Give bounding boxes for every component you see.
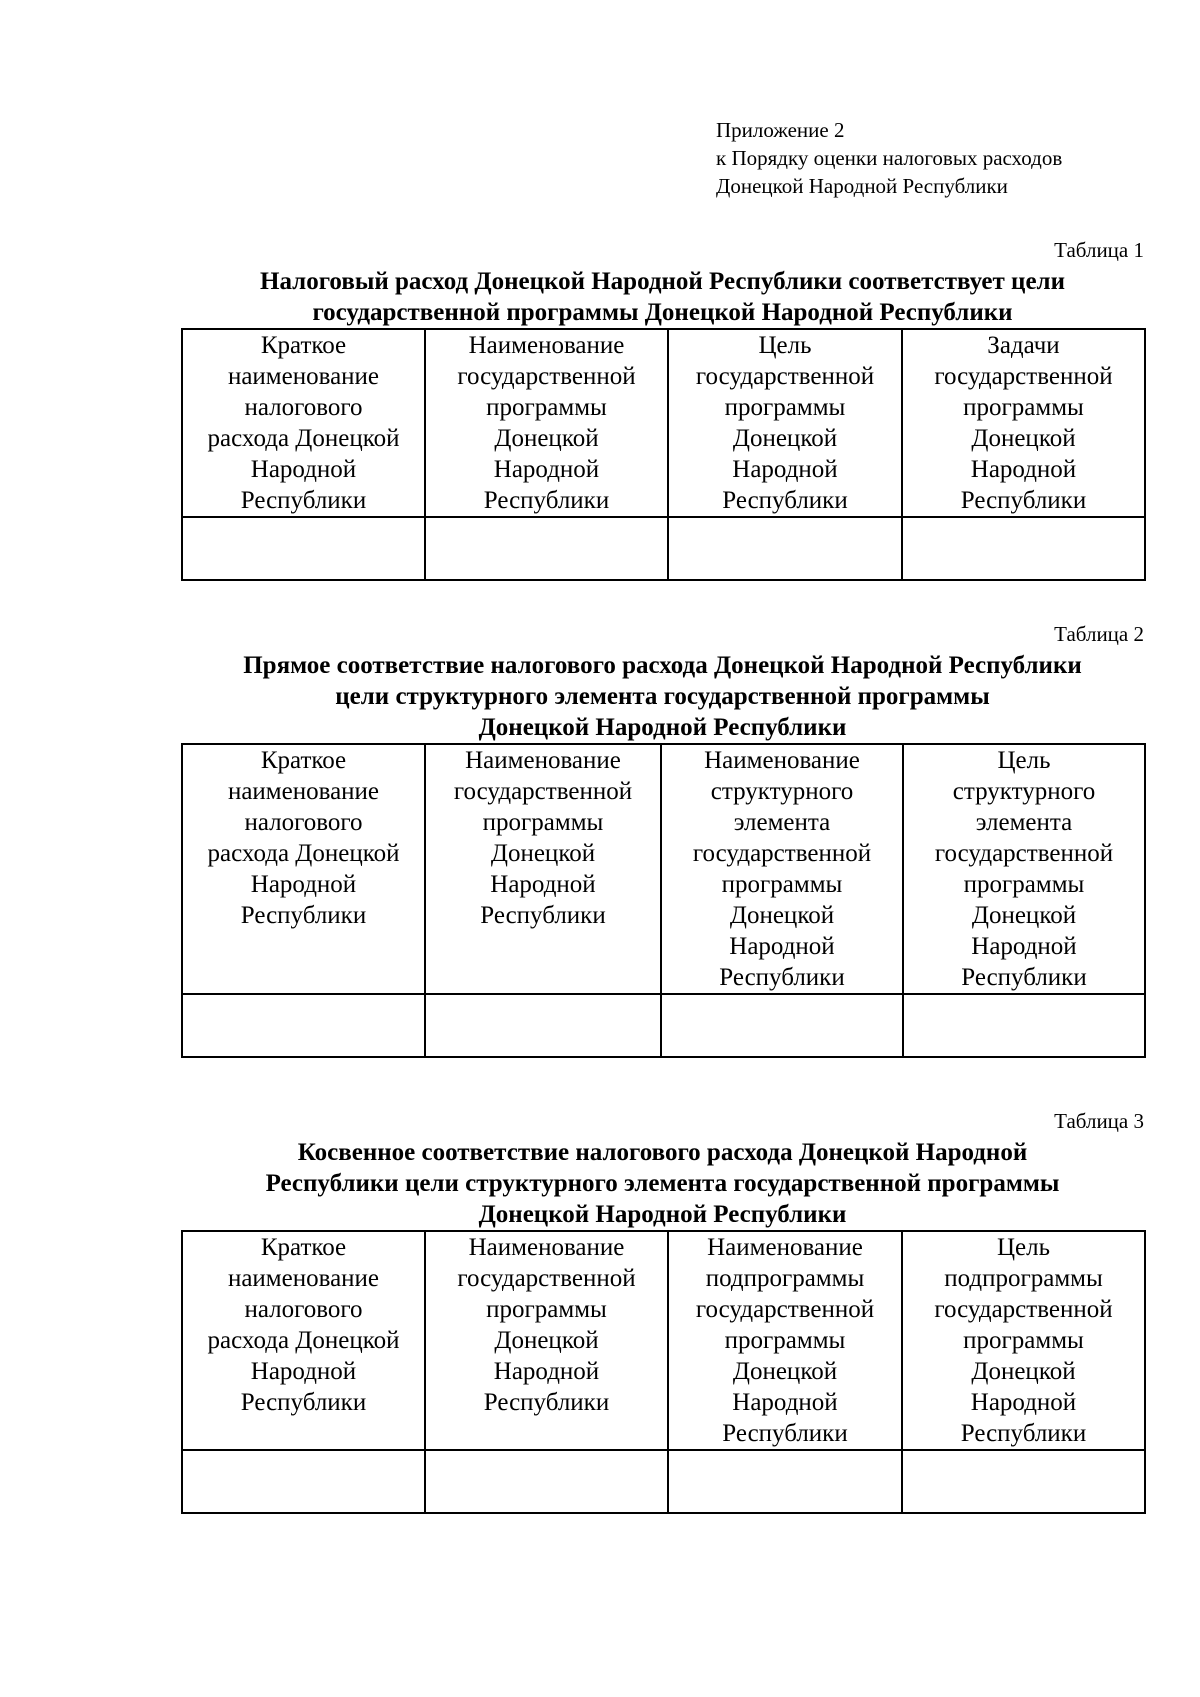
table-header-row [182,744,1145,994]
header-cell-line: государственной [934,363,1113,390]
table-2 [181,743,1146,1058]
header-cell-line: Народной [250,456,357,483]
empty-cell[interactable] [902,1450,1145,1513]
header-cell-line: Донецкой [494,1327,599,1354]
empty-cell[interactable] [182,994,425,1057]
table-title-line: Донецкой Народной Республики [478,714,847,741]
header-cell-line: государственной [695,1296,875,1323]
header-cell-line: Донецкой [729,902,835,929]
header-cell-line: государственной [695,363,875,390]
header-cell-line: Донецкой [490,840,596,867]
table-title [181,1137,1144,1230]
header-cell-line: наименование [227,1265,380,1292]
empty-cell[interactable] [425,994,661,1057]
empty-cell[interactable] [425,1450,668,1513]
header-cell-line: Донецкой [732,425,838,452]
header-cell [182,744,425,994]
header-cell [902,329,1145,517]
empty-cell[interactable] [661,994,903,1057]
table-block-2 [181,620,1144,1058]
empty-cell[interactable] [903,994,1145,1057]
header-cell-line: Народной [732,456,838,483]
header-cell-line: подпрограммы [705,1265,865,1292]
header-cell-line: элемента [975,809,1073,836]
header-cell-line: налогового [244,1296,363,1323]
header-cell-line: Задачи [987,332,1060,359]
header-cell-line: Наименование [465,747,621,774]
header-cell-line: наименование [227,363,380,390]
header-cell-line: Наименование [704,747,860,774]
appendix-line: к Порядку оценки налоговых расходов [716,146,1063,170]
header-cell-line: программы [482,809,604,836]
header-cell-line: подпрограммы [944,1265,1103,1292]
header-cell-line: Народной [493,456,600,483]
header-cell-line: Донецкой [971,1358,1076,1385]
header-cell [668,329,902,517]
header-cell-line: Республики [719,964,845,991]
header-cell-line: программы [963,1327,1084,1354]
header-cell-line: наименование [227,778,380,805]
appendix-line: Донецкой Народной Республики [716,174,1008,198]
table-title-line: цели структурного элемента государственной программы [335,683,990,710]
header-cell-line: Донецкой [494,425,599,452]
header-cell-line: Республики [483,487,610,514]
header-cell-line: расхода Донецкой [207,840,400,867]
header-cell-line: программы [486,1296,607,1323]
header-cell [182,329,425,517]
header-cell-line: Республики [961,964,1087,991]
header-cell-line: государственной [934,1296,1113,1323]
header-cell-line: программы [963,394,1084,421]
header-cell [668,1231,902,1450]
table-title [181,650,1144,743]
empty-cell[interactable] [182,1450,425,1513]
header-cell-line: Краткое [260,1234,347,1261]
header-cell-line: Республики [240,902,367,929]
table-title-line: Донецкой Народной Республики [478,1201,847,1228]
header-cell-line: Донецкой [971,902,1077,929]
header-cell-line: Республики [960,487,1087,514]
header-cell-line: государственной [692,840,872,867]
header-cell-line: государственной [934,840,1114,867]
header-cell-line: Народной [729,933,835,960]
header-cell-line: государственной [453,778,633,805]
table-title-line: Косвенное соответствие налогового расхода Донецкой Народной [297,1139,1028,1166]
table-header-row [182,1231,1145,1450]
empty-cell[interactable] [425,517,668,580]
table-row [182,1450,1145,1513]
header-cell-line: Наименование [468,1234,625,1261]
header-cell-line: Народной [971,933,1077,960]
table-label: Таблица 3 [1054,1109,1144,1133]
header-cell-line: Республики [240,487,367,514]
header-cell-line: Республики [480,902,606,929]
header-cell-line: Народной [970,1389,1077,1416]
header-cell-line: структурного [952,778,1096,805]
header-cell [425,329,668,517]
header-cell-line: элемента [733,809,831,836]
header-cell-line: Краткое [260,332,347,359]
header-cell-line: Республики [240,1389,367,1416]
header-cell-line: налогового [244,809,363,836]
header-cell-line: Цель [996,1234,1051,1261]
header-cell-line: расхода Донецкой [207,425,400,452]
table-title-line: государственной программы Донецкой Народной Республики [312,299,1013,326]
header-cell-line: государственной [457,363,636,390]
header-cell-line: налогового [244,394,363,421]
header-cell-line: Цель [997,747,1051,774]
table-header-row [182,329,1145,517]
table-row [182,994,1145,1057]
empty-cell[interactable] [668,1450,902,1513]
header-cell-line: Народной [250,871,357,898]
header-cell-line: государственной [457,1265,636,1292]
header-cell [182,1231,425,1450]
header-cell [425,744,661,994]
header-cell-line: программы [724,1327,846,1354]
header-cell-line: Донецкой [971,425,1076,452]
header-cell-line: Наименование [707,1234,863,1261]
header-cell-line: программы [486,394,607,421]
table-block-1 [181,236,1144,581]
header-cell-line: Наименование [468,332,625,359]
empty-cell[interactable] [668,517,902,580]
appendix-note [716,116,1062,200]
table-label: Таблица 2 [1054,622,1144,646]
table-title-line: Налоговый расход Донецкой Народной Республики соответствует цели [260,268,1065,295]
header-cell-line: программы [963,871,1085,898]
header-cell-line: Народной [493,1358,600,1385]
header-cell [903,744,1145,994]
table-row [182,517,1145,580]
table-title [181,266,1144,328]
header-cell-line: Республики [483,1389,610,1416]
table-1 [181,328,1146,581]
table-title-line: Республики цели структурного элемента государственной программы [265,1170,1060,1197]
header-cell-line: Республики [722,487,848,514]
header-cell-line: структурного [710,778,854,805]
header-cell-line: Народной [970,456,1077,483]
appendix-line: Приложение 2 [716,118,845,142]
header-cell-line: Республики [722,1420,848,1447]
empty-cell[interactable] [182,517,425,580]
table-block-3 [181,1107,1144,1514]
header-cell-line: Народной [732,1389,838,1416]
table-title-line: Прямое соответствие налогового расхода Донецкой Народной Республики [243,652,1082,679]
table-3 [181,1230,1146,1514]
header-cell-line: Народной [250,1358,357,1385]
empty-cell[interactable] [902,517,1145,580]
header-cell-line: Цель [758,332,812,359]
header-cell-line: программы [721,871,843,898]
header-cell-line: Донецкой [732,1358,838,1385]
header-cell-line: Краткое [260,747,347,774]
header-cell-line: программы [724,394,846,421]
header-cell [425,1231,668,1450]
header-cell-line: Республики [960,1420,1087,1447]
header-cell [661,744,903,994]
header-cell-line: Народной [490,871,596,898]
header-cell-line: расхода Донецкой [207,1327,400,1354]
table-label: Таблица 1 [1054,238,1144,262]
header-cell [902,1231,1145,1450]
